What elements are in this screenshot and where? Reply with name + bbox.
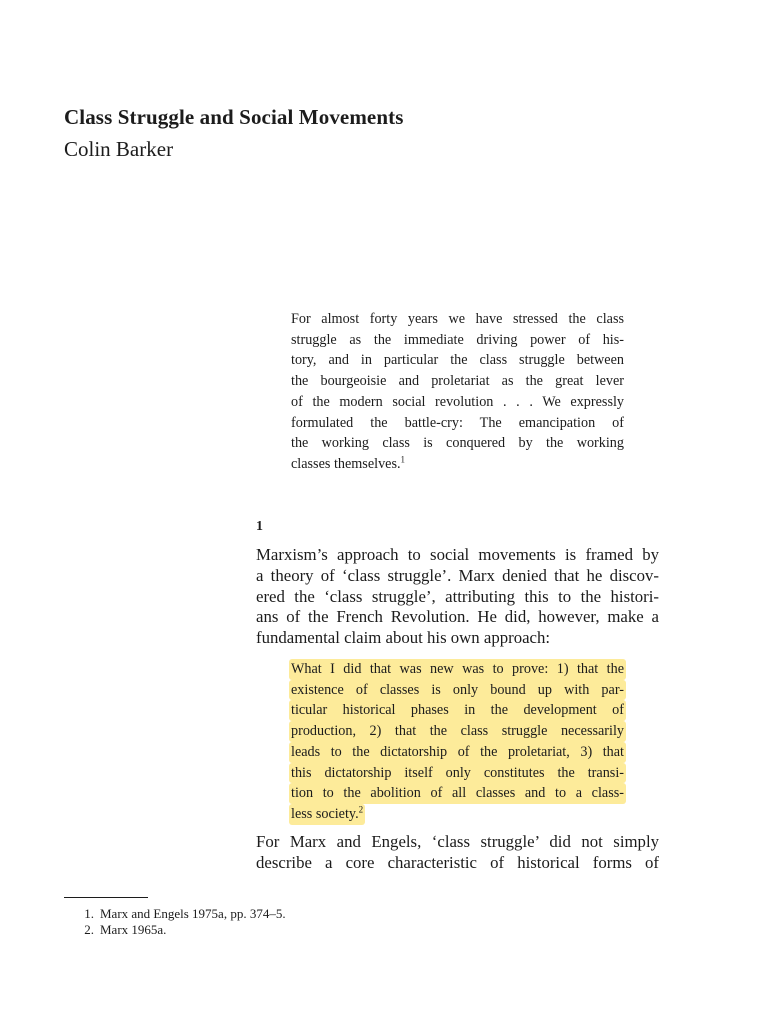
footnote-item bbox=[64, 922, 286, 938]
highlighted-line: What I did that was new was to prove: 1) that the bbox=[289, 659, 626, 680]
epigraph-block bbox=[291, 309, 624, 475]
epigraph-line-text: classes themselves. bbox=[291, 455, 401, 472]
section-number: 1 bbox=[256, 519, 263, 534]
paragraph-line: Marxism’s approach to social movements is framed by bbox=[256, 545, 659, 564]
highlighted-line: leads to the dictatorship of the proletariat, 3) that bbox=[289, 742, 626, 763]
highlighted-quote bbox=[291, 659, 624, 825]
body-paragraph-1 bbox=[256, 545, 659, 649]
epigraph-line: the working class is conquered by the working bbox=[291, 435, 624, 452]
footnote-ref-2[interactable]: 2 bbox=[358, 804, 364, 815]
highlighted-line-text: less society. bbox=[291, 805, 359, 822]
body-paragraph-2 bbox=[256, 832, 659, 874]
paragraph-line: For Marx and Engels, ‘class struggle’ did not simply bbox=[256, 832, 659, 851]
highlighted-line-last bbox=[289, 804, 365, 825]
footnote-number: 1. bbox=[84, 906, 94, 921]
footnotes-list bbox=[64, 906, 286, 938]
epigraph-line: tory, and in particular the class struggle between bbox=[291, 352, 624, 369]
highlighted-line: production, 2) that the class struggle necessarily bbox=[289, 721, 626, 742]
epigraph-line: For almost forty years we have stressed the class bbox=[291, 311, 624, 327]
epigraph-line: struggle as the immediate driving power of his- bbox=[291, 331, 624, 348]
footnote-separator bbox=[64, 897, 148, 898]
chapter-title: Class Struggle and Social Movements bbox=[64, 105, 404, 129]
chapter-author: Colin Barker bbox=[64, 137, 174, 161]
epigraph-line: of the modern social revolution . . . We expressly bbox=[291, 393, 624, 410]
highlighted-line: tion to the abolition of all classes and to a class- bbox=[289, 783, 626, 804]
highlighted-line: existence of classes is only bound up with par- bbox=[289, 680, 626, 701]
highlighted-line: this dictatorship itself only constitutes the transi- bbox=[289, 763, 626, 784]
paragraph-line: ered the ‘class struggle’, attributing this to the histori- bbox=[256, 586, 659, 606]
footnote-item bbox=[64, 906, 286, 922]
footnote-ref-1[interactable]: 1 bbox=[400, 454, 406, 465]
footnote-number: 2. bbox=[84, 922, 94, 937]
footnote-text: Marx and Engels 1975a, pp. 374–5. bbox=[100, 906, 286, 921]
epigraph-line: formulated the battle-cry: The emancipation of bbox=[291, 414, 624, 431]
paragraph-line: describe a core characteristic of historical forms of bbox=[256, 852, 659, 872]
paragraph-line: fundamental claim about his own approach: bbox=[256, 628, 551, 648]
epigraph-line: the bourgeoisie and proletariat as the great lever bbox=[291, 373, 624, 390]
paragraph-line: ans of the French Revolution. He did, however, make a bbox=[256, 607, 659, 627]
epigraph-line-last bbox=[291, 454, 624, 475]
footnote-text: Marx 1965a. bbox=[100, 922, 167, 937]
highlighted-line: ticular historical phases in the development of bbox=[289, 700, 626, 721]
paragraph-line: a theory of ‘class struggle’. Marx denied that he discov- bbox=[256, 565, 659, 585]
